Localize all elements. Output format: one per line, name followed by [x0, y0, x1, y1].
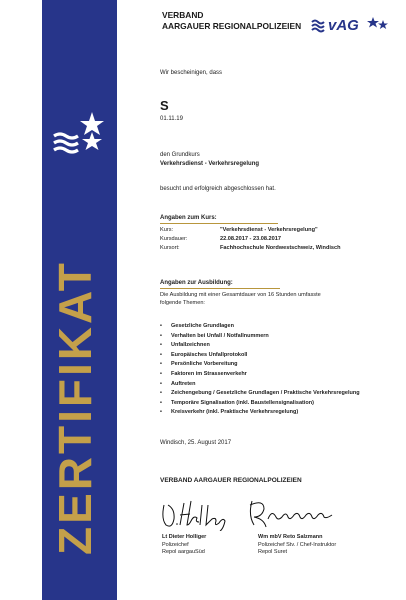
course-row	[160, 227, 318, 233]
list-item: • Verhalten bei Unfall / Notfallnummern	[160, 332, 360, 342]
list-item: • Europäisches Unfallprotokoll	[160, 351, 360, 361]
signatory-left-name: Lt Dieter Holliger	[162, 534, 207, 540]
course-location-row	[160, 245, 341, 251]
list-item: • Temporäre Signalisation (inkl. Baustellensignalisation)	[160, 399, 360, 409]
course-duration-value: 22.08.2017 - 23.08.2017	[220, 236, 281, 242]
course-section-rule	[160, 223, 278, 224]
training-section-title: Angaben zur Ausbildung:	[160, 280, 233, 286]
place-date: Windisch, 25. August 2017	[160, 440, 232, 446]
list-item: • Kreisverkehr (inkl. Praktische Verkehrsregelung)	[160, 408, 360, 418]
list-item: • Auftreten	[160, 380, 360, 390]
vag-logo-icon	[310, 14, 390, 34]
certificate-title: ZERTIFIKAT	[49, 260, 101, 555]
org-header-line1: VERBAND	[162, 10, 204, 20]
list-item: • Zeichengebung / Gesetzliche Grundlagen / Praktische Verkehrsregelung	[160, 389, 360, 399]
course-section-title: Angaben zum Kurs:	[160, 215, 217, 221]
course-intro: den Grundkurs	[160, 152, 200, 158]
signatory-right	[258, 534, 336, 557]
signature-salzmann	[246, 497, 342, 531]
signatory-right-unit: Repol Suret	[258, 549, 288, 555]
training-section-rule	[160, 288, 280, 289]
recipient-date: 01.11.19	[160, 116, 183, 122]
list-item: • Gesetzliche Grundlagen	[160, 322, 360, 332]
recipient-name: S	[160, 98, 169, 113]
signatory-left-role: Polizeichef	[162, 541, 189, 548]
footer-org: VERBAND AARGAUER REGIONALPOLIZEIEN	[160, 477, 302, 484]
list-item: • Persönliche Vorbereitung	[160, 360, 360, 370]
course-location-value: Fachhochschule Nordwestschweiz, Windisch	[220, 245, 341, 251]
course-duration-label: Kursdauer:	[160, 236, 188, 242]
course-location-label: Kursort:	[160, 245, 180, 251]
list-item: • Unfallzeichnen	[160, 341, 360, 351]
signatory-left	[162, 534, 206, 557]
signature-holliger	[158, 497, 238, 531]
org-header-line2: AARGAUER REGIONALPOLIZEIEN	[162, 21, 302, 31]
signatory-right-role: Polizeichef Stv. / Chef-Instruktor	[258, 541, 337, 548]
signatory-right-name: Wm mbV Reto Salzmann	[258, 534, 323, 540]
training-text-2: folgende Themen:	[160, 300, 205, 306]
course-row-value: "Verkehrsdienst - Verkehrsregelung"	[220, 227, 318, 233]
intro-text: Wir bescheinigen, dass	[160, 70, 223, 76]
svg-text:vAG: vAG	[328, 17, 359, 34]
course-name: Verkehrsdienst - Verkehrsregelung	[160, 161, 260, 167]
aargau-coat-of-arms-icon	[48, 108, 112, 158]
course-duration-row	[160, 236, 281, 242]
org-header	[162, 10, 301, 32]
signatory-left-unit: Repol aargauSüd	[162, 549, 205, 555]
topics-list	[160, 322, 360, 418]
course-row-label: Kurs:	[160, 227, 174, 233]
completion-text: besucht und erfolgreich abgeschlossen hat.	[160, 186, 276, 192]
list-item: • Faktoren im Strassenverkehr	[160, 370, 360, 380]
training-text-1: Die Ausbildung mit einer Gesamtdauer von 16 Stunden umfasste	[160, 292, 321, 298]
